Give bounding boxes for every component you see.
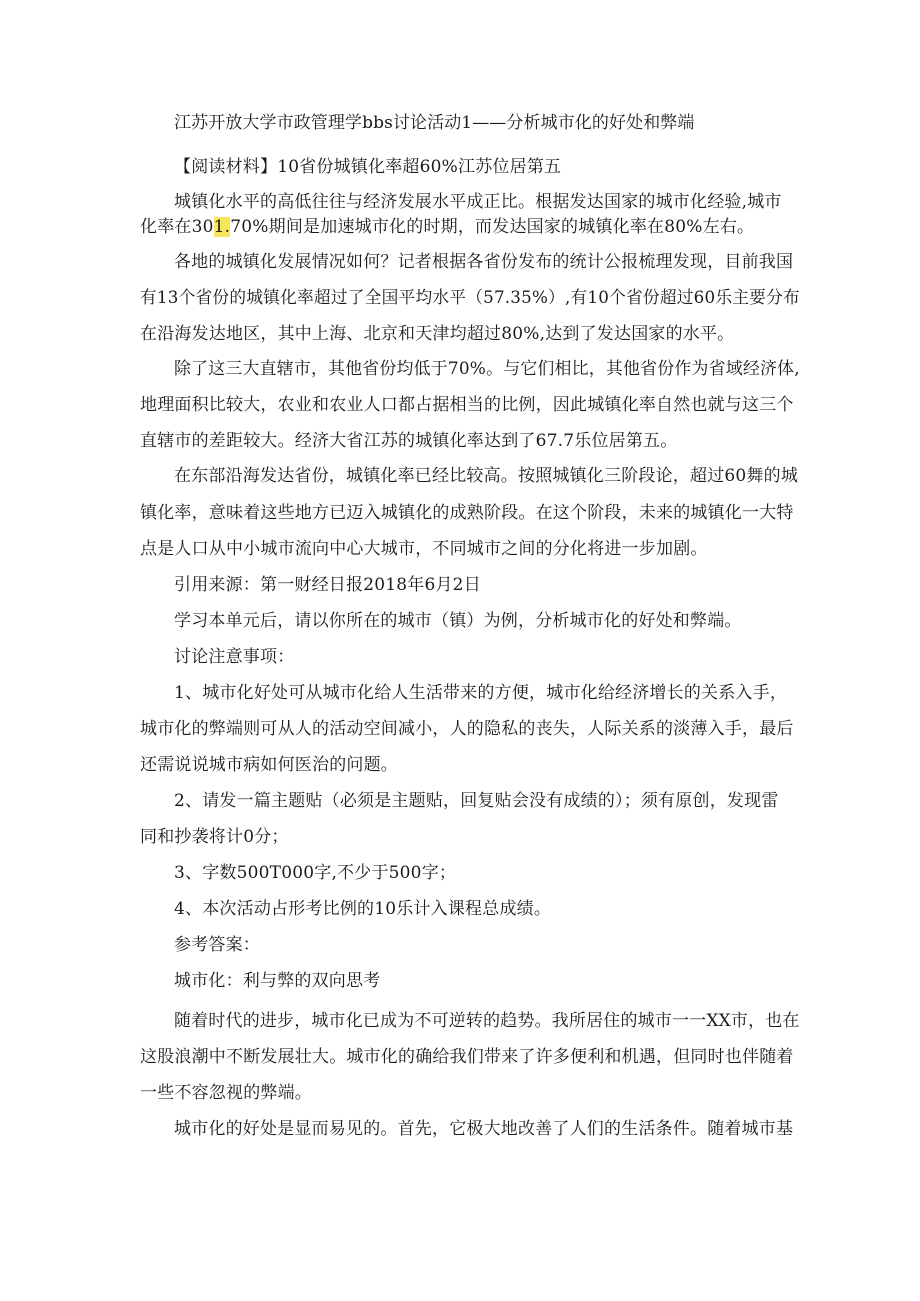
paragraph-1-line-2-end: 70%期间是加速城市化的时期，而发达国家的城镇化率在80%左右。 <box>230 217 755 237</box>
paragraph-2-line-2: 有13个省份的城镇化率超过了全国平均水平（57.35%）,有10个省份超过60乐主要分布 <box>140 288 800 308</box>
note-1-line-3: 还需说说城市病如何医治的问题。 <box>140 755 398 775</box>
highlighted-text: 1. <box>213 217 231 237</box>
paragraph-1-line-2-start: 化率在30 <box>140 217 214 237</box>
note-1-line-2: 城市化的弊端则可从人的活动空间减小，人的隐私的丧失，人际关系的淡薄入手，最后 <box>140 719 794 739</box>
note-2-line-1: 2、请发一篇主题贴（必须是主题贴，回复贴会没有成绩的）；须有原创，发现雷 <box>174 791 779 811</box>
assignment-prompt: 学习本单元后，请以你所在的城市（镇）为例，分析城市化的好处和弊端。 <box>174 611 742 631</box>
essay-paragraph-1-line-1: 随着时代的进步，城市化已成为不可逆转的趋势。我所居住的城市一一XX市，也在 <box>174 1011 800 1031</box>
essay-paragraph-1-line-2: 这股浪潮中不断发展壮大。城市化的确给我们带来了许多便利和机遇，但同时也伴随着 <box>140 1047 794 1067</box>
paragraph-4-line-3: 点是人口从中小城市流向中心大城市，不同城市之间的分化将进一步加剧。 <box>140 539 708 559</box>
note-2-line-2: 同和抄袭将计0分； <box>140 827 289 847</box>
paragraph-3-line-3: 直辖市的差距较大。经济大省江苏的城镇化率达到了67.7乐位居第五。 <box>140 431 678 451</box>
paragraph-2-line-1: 各地的城镇化发展情况如何？记者根据各省份发布的统计公报梳理发现，目前我国 <box>174 252 794 272</box>
document-title: 江苏开放大学市政管理学bbs讨论活动1——分析城市化的好处和弊端 <box>174 113 695 133</box>
note-3: 3、字数500T000字,不少于500字； <box>174 863 457 883</box>
paragraph-4-line-1: 在东部沿海发达省份，城镇化率已经比较高。按照城镇化三阶段论，超过60舞的城 <box>174 466 799 486</box>
essay-paragraph-1-line-3: 一些不容忽视的弊端。 <box>140 1083 312 1103</box>
notes-heading: 讨论注意事项： <box>174 647 295 667</box>
essay-paragraph-2-line-1: 城市化的好处是显而易见的。首先，它极大地改善了人们的生活条件。随着城市基 <box>174 1119 794 1139</box>
paragraph-4-line-2: 镇化率，意味着这些地方已迈入城镇化的成熟阶段。在这个阶段，未来的城镇化一大特 <box>140 503 794 523</box>
paragraph-1-line-1: 城镇化水平的高低往往与经济发展水平成正比。根据发达国家的城市化经验,城市 <box>174 192 782 212</box>
citation-source: 引用来源：第一财经日报2018年6月2日 <box>174 575 481 595</box>
essay-title: 城市化：利与弊的双向思考 <box>174 971 381 991</box>
reading-material-heading: 【阅读材料】10省份城镇化率超60%江苏位居第五 <box>174 157 562 177</box>
answer-heading: 参考答案： <box>174 935 260 955</box>
paragraph-3-line-1: 除了这三大直辖市，其他省份均低于70%。与它们相比，其他省份作为省域经济体, <box>174 359 800 379</box>
note-1-line-1: 1、城市化好处可从城市化给人生活带来的方便，城市化给经济增长的关系入手， <box>174 683 788 703</box>
note-4: 4、本次活动占形考比例的10乐计入课程总成绩。 <box>174 899 552 919</box>
paragraph-1-line-2 <box>140 215 754 239</box>
paragraph-3-line-2: 地理面积比较大，农业和农业人口都占据相当的比例，因此城镇化率自然也就与这三个 <box>140 395 794 415</box>
paragraph-2-line-3: 在沿海发达地区，其中上海、北京和天津均超过80%,达到了发达国家的水平。 <box>140 324 735 344</box>
